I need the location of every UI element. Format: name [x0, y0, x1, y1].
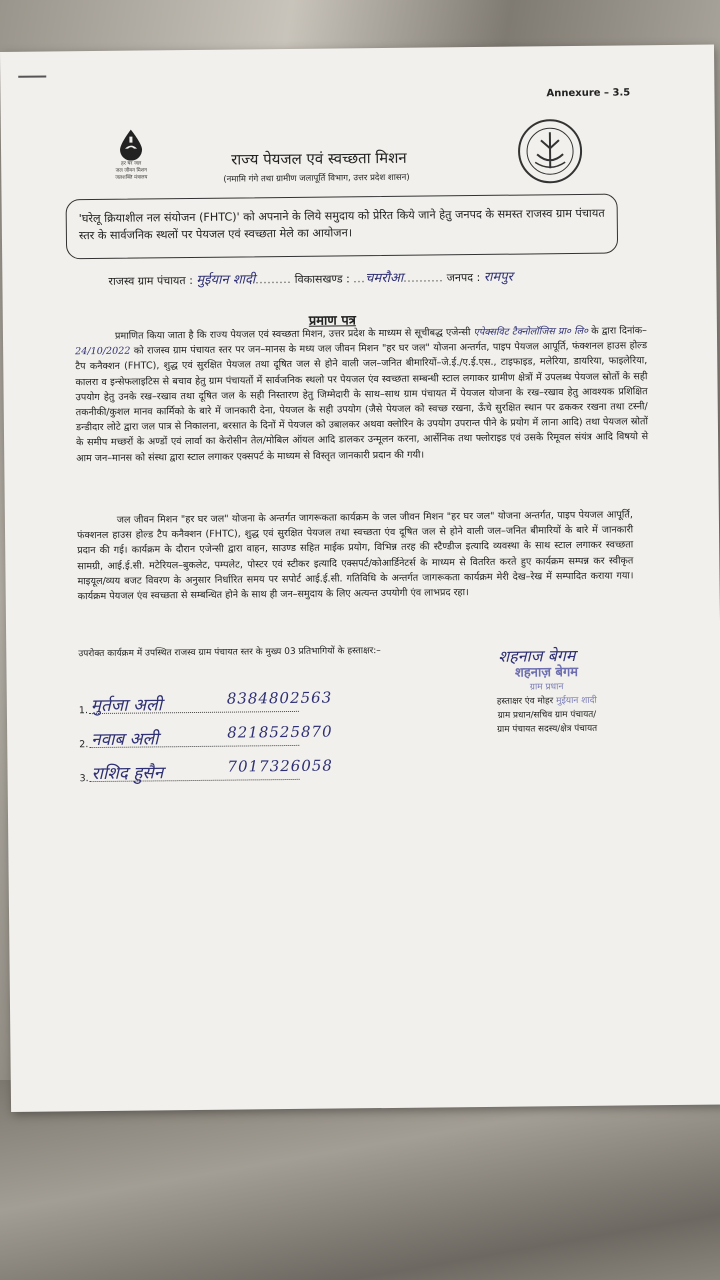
- block-label: विकासखण्ड :: [294, 272, 350, 286]
- stamp-village: मुईयान शादी: [556, 695, 597, 707]
- participant-name: मुर्तजा अली: [90, 695, 163, 717]
- certificate-paragraph-1: [75, 323, 648, 466]
- corner-mark: [18, 76, 46, 78]
- topic-box: 'घरेलू क्रियाशील नल संयोजन (FHTC)' को अपनाने के लिये समुदाय को प्रेरित किये जाने हेतु जनपद के समस्त राजस्व ग्राम पंचायत स्तर के सार्वजनिक स्थलों पर पेयजल एवं स्वच्छता मेले का आयोजन।: [66, 194, 619, 260]
- certificate-paragraph-2: जल जीवन मिशन "हर घर जल" योजना के अन्तर्गत जागरूकता कार्यक्रम के जल जीवन मिशन "हर घर जल" योजना अन्तर्गत, पाइप पेयजल आपूर्ति, फंक्शनल हाउस होल्ड टैप कनैक्शन (FHTC), शुद्ध एवं सुरक्षित पेयजल तथा स्वच्छता एंव दूषित जल से होने वाली जल–जनित बीमारियों के बारे में जानकारी प्रदान की गई। कार्यक्रम के दौरान एजेन्सी द्वारा वाहन, साउण्ड सहित माईक प्रयोग, विभिन्न तरह की स्टैण्डीज इत्यादि व्यवस्था के साथ स्टाल लगाकर स्वच्छता सामग्री, आई.ई.सी. मटेरियल–बुकलेट, पम्पलेट, पोस्टर एवं स्टीकर इत्यादि एक्सपर्ट/कोआर्डिनेटर्स के माध्यम से वितरित करते हुए कार्यक्रम सम्पन्न कर स्वीकृत माइयूल/व्यय बजट विवरण के अनुसार निर्धारित समय पर सपोर्ट आई.ई.सी. गतिविधि के अन्तर्गत जागरूकता कार्यक्रम मेरी देख–रेख में सम्पादित कराया गया। कार्यक्रम पेयजल एंव स्वच्छता से सम्बन्धित होने के साथ ही जन–समुदाय के लिए अत्यन्त उपयोगी एंव लाभप्रद रहा।: [77, 509, 634, 603]
- stamp-title: ग्राम प्रधान: [529, 682, 564, 693]
- pradhan-signature: शहनाज बेगम: [498, 646, 576, 666]
- pradhan-stamp-block: [446, 665, 647, 737]
- district-label: जनपद :: [446, 270, 481, 285]
- participants-intro: उपरोक्त कार्यक्रम में उपस्थित राजस्व ग्राम पंचायत स्तर के मुख्य 03 प्रतिभागियों के हस्ताक्षर:–: [78, 646, 381, 660]
- panchayat-label: राजस्व ग्राम पंचायत :: [108, 273, 193, 288]
- participant-row: [79, 688, 399, 725]
- certificate-title: प्रमाण पत्र: [308, 313, 356, 329]
- logo-text-1: हर घर जल: [121, 160, 142, 167]
- signatory-line-2: ग्राम प्रधान/सचिव ग्राम पंचायत/: [497, 709, 597, 721]
- p1-part-c: को राजस्व ग्राम पंचायत स्तर पर जन–मानस के मध्य जल जीवन मिशन "हर घर जल" योजना अन्तर्गत, पाइप पेयजल आपूर्ति, फंक्शनल हाउस होल्ड टैप कनैक्शन (FHTC), शुद्ध एवं सुरक्षित पेयजल तथा दूषित जल से होने वाली जल–जनित बीमारियों–जे.ई./ए.ई.एस., टाइफाइड, मलेरिया, डायरिया, फाइलेरिया, कालरा व इन्सेफलाइटिस से बचाव हेतु ग्राम पंचायतों में सार्वजनिक स्थलो पर पेयजल एंव स्वच्छता सम्बन्धी स्टाल लगाकर ग्रामीण क्षेत्रों में उपलब्ध पेयजल स्रोतों के सही उपयोग हेतु उनके रख–रखाव तथा दूषित जल के सही निस्तारण हेतु जिम्मेदारी के साथ–साथ ग्राम पंचायत में पेयजल योजना के रख–रखाव हेतु आवश्यक प्रशिक्षित तकनीकी/कुशल मानव कार्मिको के बारे में जानकारी देना, पेयजल के सही उपयोग (जैसे पेयजल को स्वच्छ रखना, ऊँचे सुरक्षित स्थान पर ढककर रखना तथा टस्नी/डन्डीदार लोटे द्वारा जल पात्र से निकालना, बरसात के दिनों में पेयजल को उबालकर अथवा क्लोरिन के उपयोग उपरान्त पीने के प्रयोग में लाना आदि) तथा पेयजल स्रोतों के समीप मच्छरों के अण्डों एवं लार्वा का केरोसीन तेल/मोबिल ऑयल आदि डालकर उन्मूलन करना, आर्सेनिक तथा फ्लोराइड एवं उसके रिमूवल संयंत्र आदि विषयो से आम जन–मानस को संस्था द्वारा स्टाल लगाकर एक्सपर्ट के माध्यम से विस्तृत जानकारी प्रदान की गयी।: [75, 340, 649, 464]
- block-value: चमरौआ: [365, 270, 404, 287]
- water-drop-icon: [117, 128, 145, 160]
- sign-and-seal-label: हस्ताक्षर एंव मोहर: [496, 696, 554, 707]
- mission-subtitle: (नमामि गंगे तथा ग्रामीण जलापूर्ति विभाग, उत्तर प्रदेश शासन): [223, 172, 410, 185]
- participant-phone: 7017326058: [227, 756, 334, 776]
- dots-3: ..........: [403, 271, 444, 285]
- annexure-label: Annexure – 3.5: [546, 87, 631, 100]
- participant-phone: 8384802563: [226, 688, 333, 708]
- participant-name: नवाब अली: [91, 729, 159, 751]
- har-ghar-jal-logo: [109, 128, 154, 181]
- participant-signatures: [79, 688, 400, 793]
- village-row: [108, 267, 513, 289]
- logo-text-2: जल जीवन मिशन: [115, 167, 147, 174]
- participant-row: [79, 756, 399, 793]
- signatory-line-3: ग्राम पंचायत सदस्य/क्षेत्र पंचायत: [497, 723, 598, 735]
- up-government-emblem-icon: [517, 118, 584, 185]
- agency-name-handwritten: एपेक्सविट टैक्नोलॉजिस प्रा० लि०: [473, 325, 589, 339]
- stamp-name: शहनाज़ बेगम: [514, 664, 579, 681]
- document-sheet: [0, 45, 720, 1112]
- dots-1: .........: [255, 272, 292, 287]
- p1-part-a: प्रमाणित किया जाता है कि राज्य पेयजल एवं स्वच्छता मिशन, उत्तर प्रदेश के माध्यम से सूचीबद्ध एजेन्सी: [114, 327, 471, 342]
- event-date-handwritten: 24/10/2022: [75, 345, 131, 358]
- logo-text-3: जलशक्ति मंत्रालय: [115, 174, 148, 181]
- dots-2: ...: [353, 272, 366, 286]
- participant-number: 1.: [78, 705, 89, 717]
- participant-name: राशिद हुसैन: [91, 763, 164, 785]
- district-value: रामपुर: [483, 269, 514, 285]
- participant-row: [79, 722, 399, 759]
- participant-number: 2.: [79, 739, 89, 751]
- participant-number: 3.: [79, 773, 89, 785]
- mission-title: राज्य पेयजल एवं स्वच्छता मिशन: [231, 148, 407, 169]
- p1-part-b: के द्वारा दिनांक–: [591, 325, 648, 337]
- participant-phone: 8218525870: [227, 722, 333, 742]
- panchayat-value: मुईयान शादी: [196, 272, 256, 288]
